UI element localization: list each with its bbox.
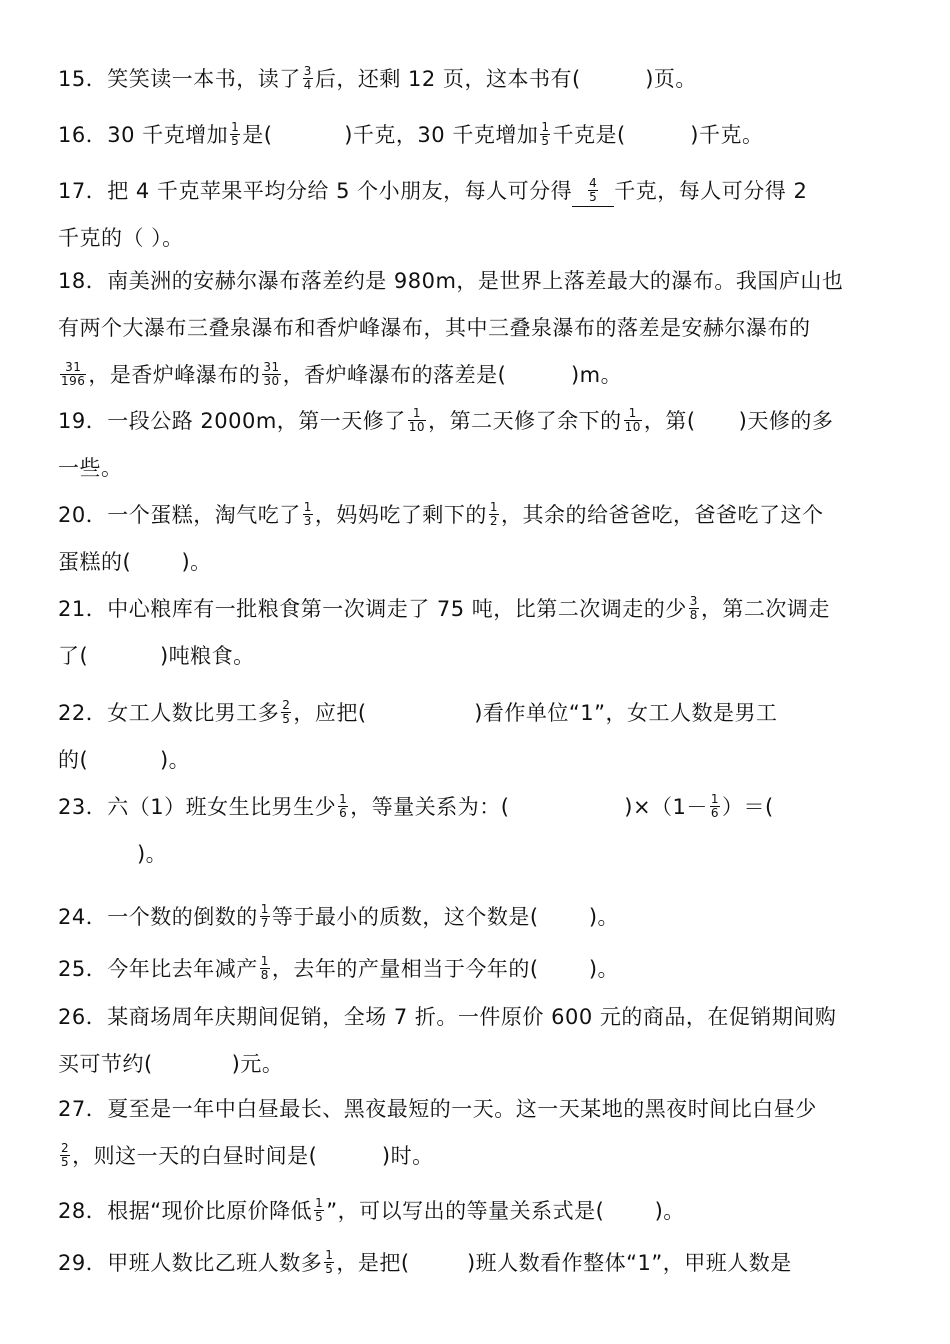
fraction-denominator: 10: [624, 419, 641, 434]
question-text: 27．夏至是一年中白昼最长、黑夜最短的一天。这一天某地的黑夜时间比白昼少: [58, 1097, 817, 1121]
answer-blank[interactable]: [696, 398, 739, 445]
question-text: ，第二天修了余下的: [428, 409, 622, 433]
question-line: [58, 1086, 898, 1133]
question-text: 千克的（ ）。: [58, 226, 184, 250]
question-23: [58, 784, 898, 878]
question-text: ，第二次调走: [700, 597, 830, 621]
fraction-numerator: 31: [60, 361, 86, 375]
question-text: )天修的多: [738, 409, 834, 433]
question-text: )。: [159, 748, 191, 772]
answer-blank[interactable]: [410, 1240, 467, 1287]
question-text: 千克是(: [552, 123, 626, 147]
question-line: [58, 690, 898, 737]
question-text: )页。: [645, 67, 697, 91]
question-19: [58, 398, 898, 492]
question-text: ）＝(: [722, 795, 774, 819]
question-text: 23．六（1）班女生比男生少: [58, 795, 337, 819]
question-line: [58, 633, 898, 680]
fraction-numerator: 1: [260, 953, 269, 968]
question-18: [58, 258, 898, 399]
fraction-numerator: 1: [489, 499, 499, 514]
question-text: )吨粮食。: [159, 644, 255, 668]
fraction-denominator: 5: [231, 133, 240, 148]
question-line: [58, 445, 898, 492]
fraction-denominator: 30: [263, 373, 280, 388]
question-text: ，是香炉峰瀑布的: [88, 363, 261, 387]
question-line: [58, 994, 898, 1041]
fraction-numerator: 1: [325, 1247, 334, 1262]
fraction-denominator: 4: [303, 77, 312, 92]
question-text: )看作单位“1”，女工人数是男工: [474, 701, 778, 725]
answer-blank[interactable]: [153, 1041, 232, 1088]
question-line: [58, 215, 898, 262]
question-text: ，其余的给爸爸吃，爸爸吃了这个: [501, 503, 824, 527]
fraction-numerator: 2: [61, 1140, 70, 1155]
fraction-numerator: 1: [408, 407, 426, 421]
question-20: [58, 492, 898, 586]
answer-blank[interactable]: [626, 112, 691, 159]
question-text: 是(: [242, 123, 273, 147]
question-line: [58, 586, 898, 633]
answer-blank[interactable]: [58, 831, 137, 878]
question-text: ，等量关系为：(: [350, 795, 510, 819]
question-line: [58, 1240, 898, 1287]
question-text: 蛋糕的(: [58, 550, 132, 574]
question-text: 买可节约(: [58, 1052, 153, 1076]
question-line: [58, 305, 898, 352]
question-line: [58, 258, 898, 305]
fraction: [281, 699, 291, 726]
question-text: ，第(: [643, 409, 696, 433]
fraction-denominator: 196: [61, 373, 86, 388]
question-text: 的(: [58, 748, 89, 772]
question-line: [58, 492, 898, 539]
question-line: [58, 56, 898, 103]
question-26: [58, 994, 898, 1088]
fraction: [324, 1249, 334, 1276]
question-15: [58, 56, 898, 103]
fraction: [260, 903, 270, 930]
fraction-numerator: 1: [710, 791, 720, 806]
fraction-denominator: 3: [303, 513, 312, 528]
question-line: [58, 831, 898, 878]
filled-answer-underline: [572, 175, 614, 207]
question-text: 有两个大瀑布三叠泉瀑布和香炉峰瀑布，其中三叠泉瀑布的落差是安赫尔瀑布的: [58, 316, 811, 340]
answer-blank[interactable]: [317, 1133, 382, 1180]
answer-blank[interactable]: [88, 633, 160, 680]
fraction-numerator: 1: [260, 901, 269, 916]
answer-blank[interactable]: [88, 737, 160, 784]
question-25: [58, 946, 898, 993]
question-line: [58, 1041, 898, 1088]
question-text: 26．某商场周年庆期间促销，全场 7 折。一件原价 600 元的商品，在促销期间购: [58, 1005, 837, 1029]
fraction: [60, 1142, 70, 1169]
question-text: 24．一个数的倒数的: [58, 905, 258, 929]
answer-blank[interactable]: [604, 1188, 654, 1235]
fraction: [303, 65, 313, 92]
question-text: 16．30 千克增加: [58, 123, 229, 147]
question-text: ，则这一天的白昼时间是(: [72, 1144, 318, 1168]
question-text: )。: [181, 550, 212, 574]
question-text: 18．南美洲的安赫尔瀑布落差约是 980m，是世界上落差最大的瀑布。我国庐山也: [58, 269, 844, 293]
fraction-denominator: 2: [489, 513, 499, 528]
question-text: 28．根据“现价比原价降低: [58, 1199, 313, 1223]
question-17: [58, 168, 898, 262]
fraction: [588, 177, 598, 204]
question-line: [58, 1188, 898, 1235]
question-line: [58, 352, 898, 399]
answer-blank[interactable]: [131, 539, 181, 586]
fraction-denominator: 8: [260, 967, 269, 982]
fraction: [230, 121, 240, 148]
question-text: )。: [654, 1199, 685, 1223]
answer-blank[interactable]: [539, 946, 589, 993]
question-24: [58, 894, 898, 941]
fraction-numerator: 1: [624, 407, 642, 421]
question-29: [58, 1240, 898, 1287]
answer-blank[interactable]: [509, 784, 624, 831]
answer-blank[interactable]: [506, 352, 571, 399]
fraction: [710, 793, 720, 820]
fraction: [303, 501, 313, 528]
fraction-numerator: 1: [231, 119, 240, 134]
question-28: [58, 1188, 898, 1235]
question-text: 等于最小的质数，这个数是(: [271, 905, 539, 929]
fraction-numerator: 1: [541, 119, 550, 134]
question-line: [58, 784, 898, 831]
fraction-denominator: 10: [408, 419, 426, 434]
question-text: ”，可以写出的等量关系式是(: [326, 1199, 605, 1223]
question-text: ，是把(: [336, 1251, 410, 1275]
fraction-denominator: 6: [710, 805, 720, 820]
question-line: [58, 398, 898, 445]
fraction: [314, 1197, 324, 1224]
question-text: )元。: [231, 1052, 284, 1076]
question-line: [58, 946, 898, 993]
question-text: )时。: [381, 1144, 434, 1168]
question-line: [58, 539, 898, 586]
fraction: [689, 595, 699, 622]
question-text: 15．笑笑读一本书，读了: [58, 67, 301, 91]
fraction-numerator: 2: [282, 697, 291, 712]
fraction: [260, 955, 270, 982]
question-text: 千克，每人可分得 2: [614, 179, 808, 203]
question-text: 一些。: [58, 456, 123, 480]
question-text: 20．一个蛋糕，淘气吃了: [58, 503, 301, 527]
fraction: [624, 407, 642, 434]
answer-blank[interactable]: [367, 690, 475, 737]
question-text: 19．一段公路 2000m，第一天修了: [58, 409, 406, 433]
answer-blank[interactable]: [539, 894, 589, 941]
fraction-denominator: 8: [689, 607, 698, 622]
question-text: )班人数看作整体“1”，甲班人数是: [466, 1251, 792, 1275]
fraction-numerator: 1: [303, 499, 312, 514]
question-text: ，去年的产量相当于今年的(: [271, 957, 539, 981]
question-16: [58, 112, 898, 159]
fraction-denominator: 5: [589, 189, 598, 204]
question-line: [58, 1133, 898, 1180]
question-text: )千克，30 千克增加: [344, 123, 539, 147]
question-text: )×（1－: [624, 795, 708, 819]
question-line: [58, 737, 898, 784]
fraction-numerator: 31: [263, 359, 280, 374]
question-text: )。: [588, 905, 620, 929]
fraction: [489, 501, 499, 528]
fraction-denominator: 6: [339, 805, 348, 820]
question-text: ，应把(: [293, 701, 367, 725]
question-text: )m。: [570, 363, 623, 387]
fraction: [262, 361, 280, 388]
fraction-numerator: 3: [689, 593, 698, 608]
fraction-denominator: 5: [61, 1154, 70, 1169]
fraction-denominator: 5: [282, 711, 291, 726]
question-text: 了(: [58, 644, 89, 668]
fraction-denominator: 7: [260, 915, 269, 930]
fraction: [60, 361, 86, 388]
question-text: )。: [136, 842, 168, 866]
fraction-numerator: 1: [315, 1195, 324, 1210]
answer-blank[interactable]: [581, 56, 646, 103]
question-line: [58, 112, 898, 159]
question-text: ，香炉峰瀑布的落差是(: [282, 363, 507, 387]
question-text: 17．把 4 千克苹果平均分给 5 个小朋友，每人可分得: [58, 179, 573, 203]
fraction: [540, 121, 550, 148]
fraction-numerator: 3: [303, 63, 312, 78]
question-text: 29．甲班人数比乙班人数多: [58, 1251, 323, 1275]
question-21: [58, 586, 898, 680]
question-text: )。: [588, 957, 620, 981]
question-text: ，妈妈吃了剩下的: [314, 503, 487, 527]
fraction-numerator: 1: [339, 791, 348, 806]
fraction: [408, 407, 426, 434]
question-text: 22．女工人数比男工多: [58, 701, 280, 725]
question-22: [58, 690, 898, 784]
question-line: [58, 168, 898, 215]
question-text: 21．中心粮库有一批粮食第一次调走了 75 吨，比第二次调走的少: [58, 597, 687, 621]
question-27: [58, 1086, 898, 1180]
question-line: [58, 894, 898, 941]
fraction-denominator: 5: [541, 133, 550, 148]
fraction-denominator: 5: [325, 1261, 334, 1276]
answer-blank[interactable]: [272, 112, 344, 159]
question-text: 25．今年比去年减产: [58, 957, 258, 981]
fraction-numerator: 4: [589, 175, 598, 190]
fraction: [338, 793, 348, 820]
question-text: )千克。: [690, 123, 764, 147]
question-text: 后，还剩 12 页，这本书有(: [314, 67, 581, 91]
fraction-denominator: 5: [315, 1209, 324, 1224]
